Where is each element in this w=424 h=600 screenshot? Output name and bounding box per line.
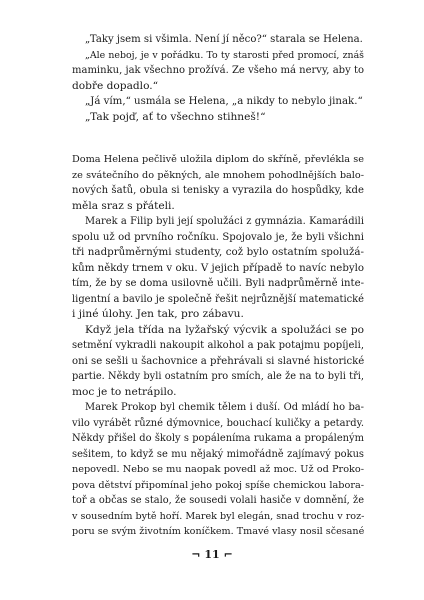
narrative-line: i jiné úlohy. Jen tak, pro zábavu.: [72, 308, 244, 320]
book-page: [72, 32, 364, 540]
narrative-line: spolu už od prvního ročníku. Spojovalo je, že byli všichni: [72, 231, 364, 243]
narrative-line: ze svátečního do pěkných, ale mnohem pohodlnějších balo-: [72, 169, 364, 181]
narrative-line: vilo vyrábět různé dýmovnice, bouchací kuličky a petardy.: [72, 417, 364, 429]
narrative-line: nepovedl. Nebo se mu naopak povedl až moc. Už od Proko-: [72, 464, 364, 475]
narrative-line: oni se sešli u šachovnice a přehrávali si slavné historické: [72, 355, 365, 367]
narrative-line: ligentní a bavilo je společně řešit nejrůznější matematické: [72, 293, 364, 305]
narrative-line: pova dětství připomínal jeho pokoj spíše chemickou labora-: [72, 479, 364, 491]
dialogue-line: „Já vím,“ usmála se Helena, „a nikdy to nebylo jinak.“: [85, 96, 363, 107]
section-gap: [72, 125, 364, 152]
dialogue-line: maminku, jak všechno prožívá. Ze všeho má nervy, aby to: [72, 65, 364, 76]
narrative-line: tři nadprůměrnými studenty, což bylo ostatním spolužá-: [72, 246, 364, 258]
narrative-line: Doma Helena pečlivě uložila diplom do skříně, převlékla se: [72, 154, 364, 165]
narrative-line: moc je to netrápilo.: [72, 385, 177, 398]
narrative-line: toř a občas se stalo, že sousedi volali hasiče v domnění, že: [72, 495, 364, 506]
narrative-line: měla sraz s přáteli.: [72, 199, 175, 212]
dialogue-line: dobře dopadlo.“: [72, 79, 159, 92]
narrative-line: Marek a Filip byli její spolužáci z gymnázia. Kamarádili: [85, 216, 364, 227]
narrative-line: setmění vykradli nakoupit alkohol a pak potajmu popíjeli,: [72, 340, 364, 351]
dialogue-line: „Ale neboj, je v pořádku. To ty starosti před promocí, znáš: [85, 49, 364, 61]
narrative-line: nových šatů, obula si tenisky a vyrazila do hospůdky, kde: [72, 185, 364, 196]
narrative-block: [72, 152, 364, 540]
narrative-line: Když jela třída na lyžařský výcvik a spolužáci se po: [85, 323, 364, 336]
page-number: ¬ 11 ⌐: [191, 548, 233, 561]
narrative-line: sešitem, to když se mu nějaký mimořádně zajímavý pokus: [72, 448, 364, 460]
dialogue-line: „Tak pojď, ať to všechno stihneš!“: [85, 110, 266, 123]
narrative-line: partie. Někdy byli ostatním pro smích, ale že na to byli tři,: [72, 371, 364, 382]
narrative-line: Marek Prokop byl chemik tělem i duší. Od mládí ho ba-: [85, 402, 364, 413]
narrative-line: poru se svým životním koníčkem. Tmavé vlasy nosil sčesané: [72, 526, 365, 537]
narrative-line: kům někdy trnem v oku. V jejich případě to navíc nebylo: [72, 262, 364, 274]
narrative-line: v sousedním bytě hoří. Marek byl elegán, snad trochu v roz-: [72, 510, 365, 522]
dialogue-block: [72, 32, 364, 125]
narrative-line: tím, že by se doma usilovně učili. Byli nadprůměrně inte-: [72, 278, 364, 289]
narrative-line: Někdy přišel do školy s popáleníma rukama a propáleným: [72, 433, 364, 444]
dialogue-line: „Taky jsem si všimla. Není jí něco?“ starala se Helena.: [85, 34, 363, 45]
